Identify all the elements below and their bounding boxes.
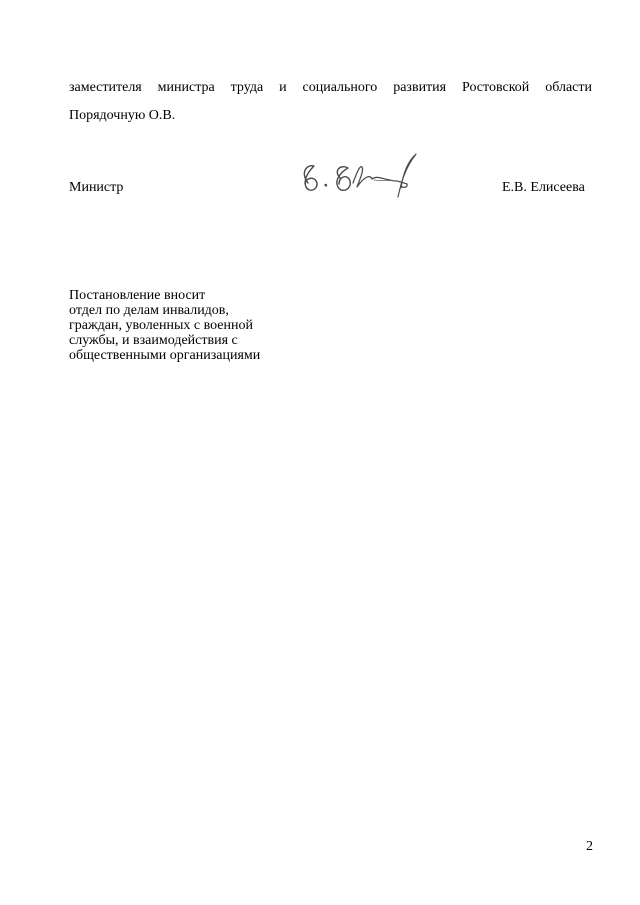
- signature-stroke-second-initial: [337, 167, 350, 191]
- note-line: общественными организациями: [69, 348, 261, 363]
- text-line-name: Порядочную О.В.: [69, 108, 176, 123]
- signature-stroke-long-tail: [398, 154, 416, 197]
- text-line-appointment: заместителя министра труда и социального развития Ростовской области: [69, 80, 592, 95]
- note-line: службы, и взаимодействия с: [69, 333, 238, 348]
- note-line: граждан, уволенных с военной: [69, 318, 253, 333]
- page-number: 2: [586, 839, 593, 854]
- note-line: Постановление вносит: [69, 288, 206, 303]
- signature-stroke-surname: [353, 167, 407, 188]
- submission-note: [69, 288, 260, 363]
- note-line: отдел по делам инвалидов,: [69, 303, 229, 318]
- position-title: Министр: [69, 180, 124, 195]
- signer-name: Е.В. Елисеева: [502, 180, 585, 195]
- handwritten-signature-icon: [290, 145, 420, 215]
- signature-stroke-dot: [325, 185, 326, 186]
- signature-stroke-first-initial: [304, 166, 317, 191]
